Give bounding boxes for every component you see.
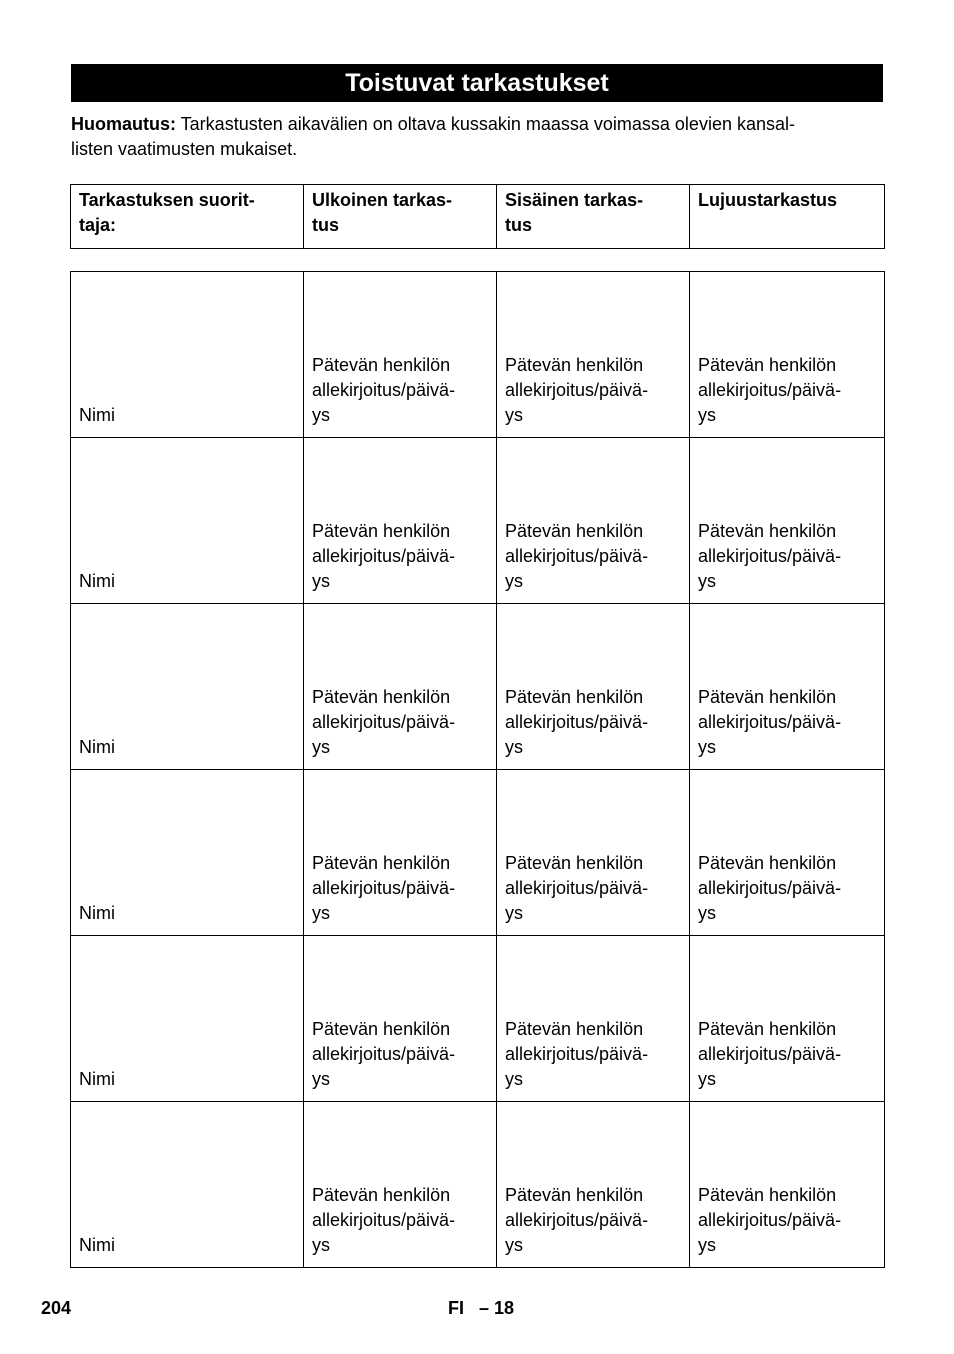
header-text: Ulkoinen tarkas- — [312, 190, 453, 210]
signature-label: Pätevän henkilön — [312, 853, 451, 873]
name-cell[interactable] — [71, 936, 304, 1102]
signature-label: allekirjoitus/päivä- — [505, 546, 649, 566]
signature-label: allekirjoitus/päivä- — [698, 1210, 842, 1230]
note-text-line-1: Tarkastusten aikavälien on oltava kussakin maassa voimassa olevien kansal- — [176, 114, 795, 134]
signature-label: ys — [505, 1235, 523, 1255]
table-row — [71, 770, 885, 936]
header-text: tus — [505, 215, 532, 235]
signature-label: allekirjoitus/päivä- — [505, 1044, 649, 1064]
signature-label: Pätevän henkilön — [312, 355, 451, 375]
table-row — [71, 936, 885, 1102]
signature-label: allekirjoitus/päivä- — [505, 1210, 649, 1230]
signature-label: allekirjoitus/päivä- — [698, 380, 842, 400]
name-cell[interactable] — [71, 604, 304, 770]
signature-cell[interactable] — [304, 936, 497, 1102]
signature-label: ys — [698, 571, 716, 591]
signature-label: ys — [505, 737, 523, 757]
signature-label: allekirjoitus/päivä- — [698, 546, 842, 566]
signature-cell[interactable] — [690, 604, 885, 770]
signature-label: Pätevän henkilön — [698, 687, 837, 707]
signature-label: allekirjoitus/päivä- — [505, 380, 649, 400]
signature-label: Pätevän henkilön — [505, 521, 644, 541]
signature-label: allekirjoitus/päivä- — [312, 712, 456, 732]
signature-label: allekirjoitus/päivä- — [312, 878, 456, 898]
signature-cell[interactable] — [497, 438, 690, 604]
name-cell[interactable] — [71, 1102, 304, 1268]
signature-label: ys — [698, 1235, 716, 1255]
signature-cell[interactable] — [690, 770, 885, 936]
signature-label: ys — [312, 903, 330, 923]
name-label: Nimi — [79, 1235, 115, 1255]
signature-cell[interactable] — [690, 272, 885, 438]
signature-cell[interactable] — [497, 604, 690, 770]
name-label: Nimi — [79, 1069, 115, 1089]
signature-label: allekirjoitus/päivä- — [698, 1044, 842, 1064]
signature-label: ys — [505, 405, 523, 425]
note-paragraph — [71, 112, 886, 162]
header-table — [70, 184, 885, 249]
signature-label: Pätevän henkilön — [312, 1019, 451, 1039]
signature-cell[interactable] — [497, 1102, 690, 1268]
inspection-records-table — [70, 271, 885, 1268]
name-label: Nimi — [79, 737, 115, 757]
name-label: Nimi — [79, 405, 115, 425]
signature-label: allekirjoitus/päivä- — [312, 380, 456, 400]
signature-label: Pätevän henkilön — [505, 1019, 644, 1039]
name-label: Nimi — [79, 903, 115, 923]
signature-label: Pätevän henkilön — [312, 521, 451, 541]
signature-label: ys — [698, 903, 716, 923]
table-row — [71, 604, 885, 770]
signature-label: ys — [312, 737, 330, 757]
signature-cell[interactable] — [497, 770, 690, 936]
signature-label: Pätevän henkilön — [698, 853, 837, 873]
signature-label: Pätevän henkilön — [312, 1185, 451, 1205]
signature-cell[interactable] — [690, 1102, 885, 1268]
note-label: Huomautus: — [71, 114, 176, 134]
signature-label: Pätevän henkilön — [505, 1185, 644, 1205]
signature-label: allekirjoitus/päivä- — [312, 1044, 456, 1064]
signature-label: allekirjoitus/päivä- — [505, 712, 649, 732]
signature-label: Pätevän henkilön — [698, 1019, 837, 1039]
signature-cell[interactable] — [304, 1102, 497, 1268]
header-text: Lujuustarkastus — [698, 190, 838, 210]
signature-label: ys — [312, 1235, 330, 1255]
signature-label: allekirjoitus/päivä- — [698, 712, 842, 732]
name-cell[interactable] — [71, 770, 304, 936]
signature-cell[interactable] — [304, 770, 497, 936]
name-label: Nimi — [79, 571, 115, 591]
page-number: 204 — [41, 1298, 72, 1318]
signature-label: allekirjoitus/päivä- — [698, 878, 842, 898]
table-row — [71, 1102, 885, 1268]
page-title: Toistuvat tarkastukset — [71, 64, 883, 102]
signature-label: Pätevän henkilön — [698, 355, 837, 375]
signature-label: ys — [698, 737, 716, 757]
signature-label: ys — [312, 405, 330, 425]
table-row — [71, 272, 885, 438]
header-cell-strength — [690, 185, 885, 249]
name-cell[interactable] — [71, 438, 304, 604]
note-text-line-2: listen vaatimusten mukaiset. — [71, 139, 298, 159]
signature-cell[interactable] — [690, 438, 885, 604]
header-cell-internal — [497, 185, 690, 249]
name-cell[interactable] — [71, 272, 304, 438]
signature-label: Pätevän henkilön — [312, 687, 451, 707]
signature-label: allekirjoitus/päivä- — [312, 546, 456, 566]
header-text: taja: — [79, 215, 117, 235]
header-cell-performer — [71, 185, 304, 249]
signature-label: ys — [505, 571, 523, 591]
signature-cell[interactable] — [304, 272, 497, 438]
signature-label: ys — [698, 1069, 716, 1089]
signature-cell[interactable] — [497, 936, 690, 1102]
signature-label: Pätevän henkilön — [505, 687, 644, 707]
signature-cell[interactable] — [304, 438, 497, 604]
signature-label: Pätevän henkilön — [505, 355, 644, 375]
signature-label: ys — [505, 903, 523, 923]
header-text: tus — [312, 215, 339, 235]
header-row — [71, 185, 885, 249]
signature-label: ys — [698, 405, 716, 425]
header-text: Tarkastuksen suorit- — [79, 190, 255, 210]
signature-cell[interactable] — [690, 936, 885, 1102]
signature-label: Pätevän henkilön — [505, 853, 644, 873]
signature-label: Pätevän henkilön — [698, 521, 837, 541]
header-cell-external — [304, 185, 497, 249]
signature-label: ys — [505, 1069, 523, 1089]
table-row — [71, 438, 885, 604]
signature-label: allekirjoitus/päivä- — [312, 1210, 456, 1230]
signature-label: ys — [312, 571, 330, 591]
header-text: Sisäinen tarkas- — [505, 190, 644, 210]
language-page-marker: FI – 18 — [448, 1298, 515, 1318]
signature-cell[interactable] — [304, 604, 497, 770]
signature-label: Pätevän henkilön — [698, 1185, 837, 1205]
signature-label: allekirjoitus/päivä- — [505, 878, 649, 898]
signature-label: ys — [312, 1069, 330, 1089]
signature-cell[interactable] — [497, 272, 690, 438]
